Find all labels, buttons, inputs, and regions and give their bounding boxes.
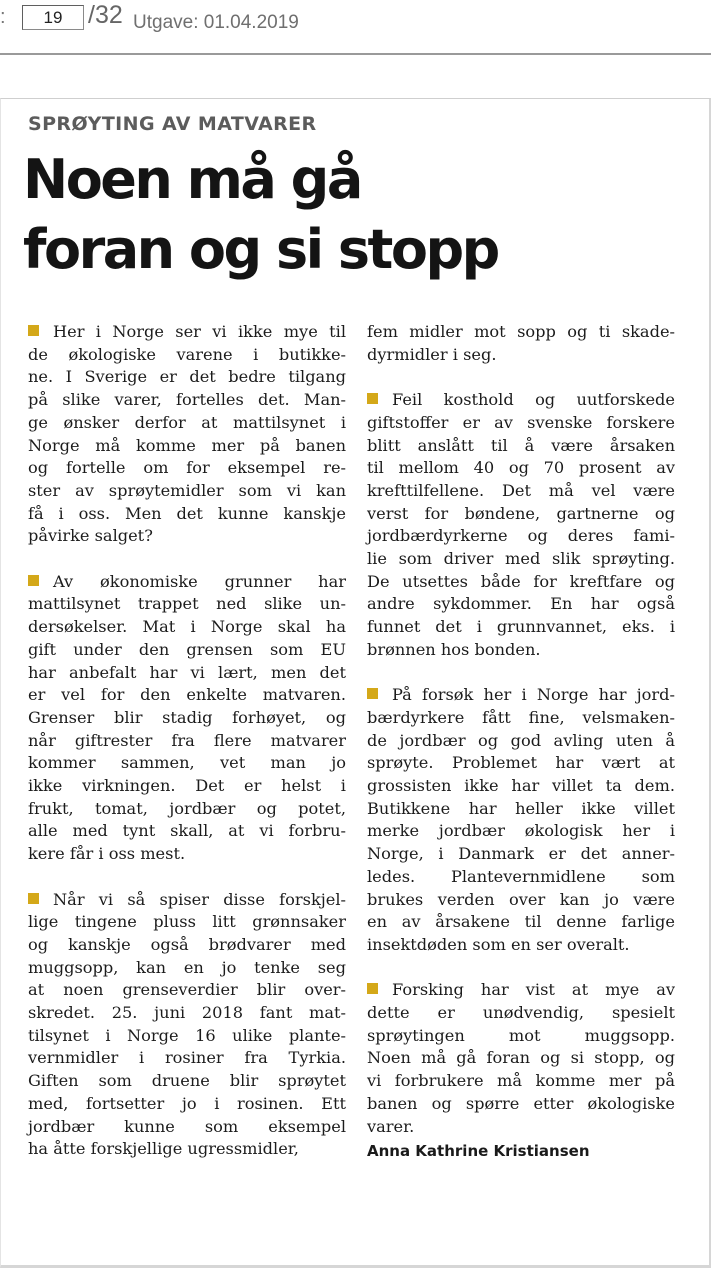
text-line-content: Her i Norge ser vi ikke mye til <box>53 322 346 341</box>
paragraph-gap <box>367 366 675 389</box>
text-line-content: bærdyrkere fått fine, velsmaken- <box>367 707 675 727</box>
text-line-content: Grenser blir stadig forhøyet, og <box>28 707 346 727</box>
paragraph-gap <box>367 662 675 685</box>
text-line-content: krefttilfellene. Det må vel være <box>367 480 675 500</box>
text-line <box>367 798 675 821</box>
text-line-content: Feil kosthold og uutforskede <box>392 390 675 410</box>
text-line <box>367 1093 675 1116</box>
paragraph-gap <box>28 548 346 571</box>
headline-line: foran og si stopp <box>23 218 498 281</box>
article-headline <box>23 145 683 285</box>
headline-line: Noen må gå <box>23 148 361 211</box>
text-line <box>28 480 346 503</box>
article-paragraph <box>367 979 675 1138</box>
text-line-content: med, fortsetter jo i rosinen. Ett <box>28 1093 346 1113</box>
viewer-toolbar <box>0 0 711 46</box>
text-line-content: brønnen hos bonden. <box>367 639 541 659</box>
article-byline: Anna Kathrine Kristiansen <box>367 1142 590 1161</box>
text-line <box>28 707 346 730</box>
text-line-content: påvirke salget? <box>28 526 153 546</box>
toolbar-separator: : <box>0 6 6 28</box>
text-line-content: Giften som druene blir sprøytet <box>28 1071 346 1091</box>
text-line <box>367 775 675 798</box>
text-line <box>367 889 675 912</box>
text-line-content: Av økonomiske grunner har <box>53 571 346 591</box>
text-line-content: de jordbær og god avling uten å <box>367 730 675 750</box>
text-line-content: lige tingene pluss litt grønnsaker <box>28 912 346 932</box>
text-line <box>28 820 346 843</box>
text-line <box>367 344 675 367</box>
text-line <box>367 752 675 775</box>
text-line-content: dette er unødvendig, spesielt <box>367 1003 675 1023</box>
text-line <box>367 321 675 344</box>
article-paragraph <box>367 389 675 661</box>
article-paragraph <box>367 684 675 956</box>
text-line-content: banen og spørre etter økologiske <box>367 1093 675 1113</box>
text-line <box>367 730 675 753</box>
text-line <box>28 889 346 912</box>
text-line <box>28 1025 346 1048</box>
text-line-content: sprøytingen mot muggsopp. <box>367 1025 675 1045</box>
text-line-content: mattilsynet trappet ned slike un- <box>28 594 346 614</box>
text-line <box>28 843 346 866</box>
text-line <box>28 412 346 435</box>
text-line <box>367 707 675 730</box>
text-line <box>367 480 675 503</box>
text-line <box>28 616 346 639</box>
text-line-content: merke jordbær økologisk her i <box>367 821 675 841</box>
text-line-content: sprøyte. Problemet har vært at <box>367 753 675 773</box>
text-line-content: ledes. Plantevernmidlene som <box>367 866 675 886</box>
text-line-content: gift under den grensen som EU <box>28 639 346 659</box>
text-line-content: Butikkene har heller ikke villet <box>367 798 675 818</box>
text-line-content: når giftrester fra flere matvarer <box>28 730 346 750</box>
text-line-content: jordbær kunne som eksempel <box>28 1116 346 1136</box>
text-line <box>367 616 675 639</box>
paragraph-marker-icon <box>367 688 378 699</box>
text-line <box>367 1025 675 1048</box>
text-line-content: Når vi så spiser disse forskjel- <box>53 889 346 909</box>
text-line <box>367 525 675 548</box>
text-line <box>28 1116 346 1139</box>
text-line <box>28 389 346 412</box>
paragraph-marker-icon <box>28 325 39 336</box>
text-line-content: kommer sammen, vet man jo <box>28 753 346 773</box>
text-line-content: jordbærdyrkerne og deres fami- <box>367 526 675 546</box>
text-line <box>28 775 346 798</box>
text-line-content: en av årsakene til denne farlige <box>367 912 675 932</box>
text-line <box>28 366 346 389</box>
text-line <box>28 979 346 1002</box>
text-line <box>367 866 675 889</box>
paragraph-marker-icon <box>367 393 378 404</box>
text-line <box>367 593 675 616</box>
text-line <box>367 639 675 662</box>
article-paragraph <box>28 321 346 548</box>
text-line-content: på slike varer, fortelles det. Man- <box>28 390 346 410</box>
text-line <box>367 684 675 707</box>
text-line-content: og fortelle om for eksempel re- <box>28 458 346 478</box>
text-line-content: til mellom 40 og 70 prosent av <box>367 458 675 478</box>
text-line-content: insektdøden som en ser overalt. <box>367 934 630 954</box>
text-line <box>367 412 675 435</box>
issue-date-label: Utgave: 01.04.2019 <box>133 12 299 33</box>
text-line-content: fem midler mot sopp og ti skade- <box>367 322 675 341</box>
text-line <box>367 503 675 526</box>
paragraph-marker-icon <box>367 983 378 994</box>
text-line <box>28 1047 346 1070</box>
text-line-content: ikke virkningen. Det er helst i <box>28 776 346 796</box>
text-line-content: at noen grenseverdier blir over- <box>28 980 346 1000</box>
text-line-content: Forsking har vist at mye av <box>392 980 675 1000</box>
text-line <box>28 1093 346 1116</box>
text-line-content: De utsettes både for kreftfare og <box>367 571 675 591</box>
text-line-content: frukt, tomat, jordbær og potet, <box>28 798 346 818</box>
paragraph-marker-icon <box>28 575 39 586</box>
text-line <box>28 639 346 662</box>
text-line <box>28 752 346 775</box>
text-line-content: vernmidler i rosiner fra Tyrkia. <box>28 1048 346 1068</box>
text-line-content: giftstoffer er av svenske forskere <box>367 412 675 432</box>
text-line-content: de økologiske varene i butikke- <box>28 344 346 364</box>
text-line <box>28 457 346 480</box>
text-line <box>28 525 346 548</box>
text-line <box>28 730 346 753</box>
text-line <box>28 957 346 980</box>
text-line <box>367 1070 675 1093</box>
article-paragraph <box>28 571 346 866</box>
text-line <box>367 843 675 866</box>
text-line-content: muggsopp, kan en jo tenke seg <box>28 957 346 977</box>
text-line <box>28 684 346 707</box>
text-line <box>367 548 675 571</box>
text-line-content: er vel for den enkelte matvaren. <box>28 685 346 705</box>
article-paragraph <box>28 889 346 1161</box>
text-line <box>28 571 346 594</box>
text-line <box>367 389 675 412</box>
text-line <box>28 1070 346 1093</box>
text-line <box>28 1002 346 1025</box>
text-line-content: Norge, i Danmark er det anner- <box>367 844 675 864</box>
text-line-content: brukes verden over kan jo være <box>367 889 675 909</box>
paragraph-marker-icon <box>28 893 39 904</box>
text-line-content: andre sykdommer. En har også <box>367 594 675 614</box>
paragraph-gap <box>28 866 346 889</box>
text-line <box>28 662 346 685</box>
text-line-content: få i oss. Men det kunne kanskje <box>28 503 346 523</box>
text-line <box>28 503 346 526</box>
article-column-right <box>367 321 675 1163</box>
text-line-content: vi forbrukere må komme mer på <box>367 1071 675 1091</box>
text-line <box>367 1047 675 1070</box>
text-line-content: ha åtte forskjellige ugressmidler, <box>28 1139 299 1159</box>
text-line-content: ster av sprøytemidler som vi kan <box>28 480 346 500</box>
text-line <box>367 820 675 843</box>
article-column-left <box>28 321 346 1161</box>
text-line <box>28 593 346 616</box>
text-line-content: ne. I Sverige er det bedre tilgang <box>28 367 346 387</box>
text-line <box>367 435 675 458</box>
article-paragraph <box>367 321 675 366</box>
text-line <box>28 911 346 934</box>
text-line-content: Norge må komme mer på banen <box>28 435 346 455</box>
page-number-input[interactable] <box>22 5 84 30</box>
text-line <box>367 457 675 480</box>
text-line <box>367 571 675 594</box>
text-line-content: verst for bøndene, gartnerne og <box>367 503 675 523</box>
text-line-content: grossisten ikke har villet ta dem. <box>367 776 675 796</box>
text-line-content: dyrmidler i seg. <box>367 344 497 364</box>
text-line <box>367 934 675 957</box>
text-line-content: dersøkelser. Mat i Norge skal ha <box>28 617 346 637</box>
text-line <box>367 1116 675 1139</box>
text-line-content: funnet det i grunnvannet, eks. i <box>367 617 675 637</box>
article-kicker: SPRØYTING AV MATVARER <box>28 113 317 135</box>
text-line-content: varer. <box>367 1116 415 1136</box>
text-line <box>28 344 346 367</box>
text-line-content: har anbefalt har vi lært, men det <box>28 662 346 682</box>
text-line <box>367 911 675 934</box>
toolbar-divider <box>0 53 711 55</box>
text-line-content: og kanskje også brødvarer med <box>28 934 346 954</box>
text-line <box>28 798 346 821</box>
text-line-content: skredet. 25. juni 2018 fant mat- <box>28 1003 346 1023</box>
newspaper-article <box>0 98 711 1268</box>
text-line-content: På forsøk her i Norge har jord- <box>392 685 675 705</box>
text-line-content: tilsynet i Norge 16 ulike plante- <box>28 1025 346 1045</box>
text-line-content: lie som driver med slik sprøyting. <box>367 549 675 569</box>
text-line <box>28 435 346 458</box>
total-pages-label: /32 <box>88 1 123 29</box>
text-line <box>28 1138 346 1161</box>
text-line <box>28 321 346 344</box>
text-line-content: kere får i oss mest. <box>28 844 186 864</box>
text-line-content: ge ønsker derfor at mattilsynet i <box>28 412 346 432</box>
text-line <box>367 979 675 1002</box>
paragraph-gap <box>367 957 675 980</box>
text-line <box>28 934 346 957</box>
text-line-content: alle med tynt skall, at vi forbru- <box>28 821 346 841</box>
text-line-content: Noen må gå foran og si stopp, og <box>367 1048 675 1068</box>
text-line-content: blitt anslått til å være årsaken <box>367 435 675 455</box>
text-line <box>367 1002 675 1025</box>
